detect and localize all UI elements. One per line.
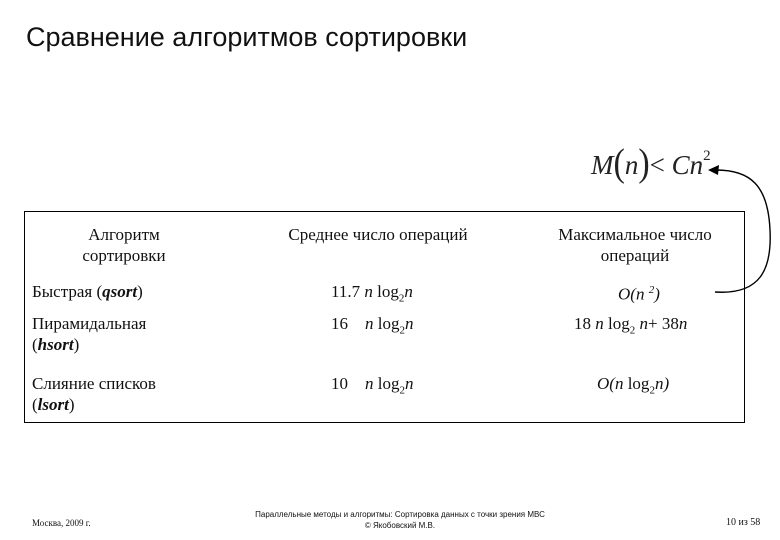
formula-cn: Cn: [671, 150, 704, 180]
row-hsort-avg-n2: n: [404, 314, 414, 333]
row-lsort-avg-sub: 2: [399, 384, 405, 397]
row-lsort-abbr: lsort: [37, 395, 69, 414]
row-qsort-avg-log: log: [377, 282, 399, 301]
row-qsort-max-end: ): [654, 284, 660, 304]
formula-close-paren: ): [638, 142, 650, 185]
row-hsort-name: [32, 313, 146, 355]
row-qsort-name-text: Быстрая (: [32, 282, 103, 301]
row-hsort-name-end: ): [73, 335, 80, 354]
row-lsort-name-line2: [32, 394, 156, 415]
header-algorithm-line1: Алгоритм: [88, 225, 160, 244]
row-hsort-name-line2: [32, 334, 146, 355]
row-hsort-avg-log: log: [377, 314, 400, 333]
formula-exponent: 2: [703, 148, 711, 164]
row-lsort-avg-coef: 10: [331, 374, 348, 393]
row-hsort-name-line1: Пирамидальная: [32, 314, 147, 333]
row-hsort-abbr: hsort: [37, 335, 74, 354]
footer-course-line2: © Якобовский М.В.: [364, 521, 436, 530]
formula-n: n: [624, 150, 639, 180]
row-qsort-name-end: ): [137, 282, 143, 301]
row-hsort-max-n2: n: [639, 314, 648, 333]
footer-course: [208, 509, 592, 531]
row-hsort-max-plus: + 38: [647, 314, 679, 333]
slide-title: Сравнение алгоритмов сортировки: [26, 22, 468, 52]
formula-m: M: [591, 150, 614, 180]
row-hsort-paren: (: [32, 335, 38, 354]
row-qsort-average: [331, 281, 413, 309]
row-qsort-abbr: qsort: [102, 282, 138, 301]
row-qsort-avg-sub: 2: [398, 292, 405, 305]
row-lsort-max-sub: 2: [649, 384, 655, 397]
row-lsort-avg-n2: n: [404, 374, 414, 393]
header-algorithm-line2: сортировки: [82, 246, 166, 265]
formula-open-paren: (: [613, 142, 625, 185]
row-qsort-max: [618, 280, 660, 305]
header-algorithm: [44, 224, 204, 266]
row-lsort-max-n2: n): [654, 374, 670, 393]
row-lsort-average: [331, 373, 413, 401]
row-lsort-avg-log: log: [377, 374, 400, 393]
row-hsort-avg-coef: 16: [331, 314, 348, 333]
row-lsort-name-end: ): [68, 395, 75, 414]
row-hsort-avg-sub: 2: [399, 324, 405, 337]
row-qsort-avg-n: n: [364, 282, 373, 301]
formula-less-than: <: [649, 150, 665, 180]
row-hsort-max-coef: 18: [574, 314, 591, 333]
row-hsort-max-n3: n: [678, 314, 688, 333]
row-qsort-avg-coef: 11.7: [331, 282, 361, 301]
row-hsort-max-n: n: [595, 314, 604, 333]
row-qsort-name: [32, 281, 143, 302]
page-number: 10 из 58: [726, 517, 761, 528]
footer-course-line1: Параллельные методы и алгоритмы: Сортировка данных с точки зрения МВС: [255, 510, 545, 519]
row-hsort-average: [331, 313, 413, 341]
row-hsort-max-log: log: [608, 314, 630, 333]
row-lsort-max-log: log: [627, 374, 650, 393]
row-hsort-max: [574, 313, 687, 341]
row-lsort-avg-n: n: [365, 374, 374, 393]
header-max-line1: Максимальное число: [558, 225, 712, 244]
row-hsort-avg-n: n: [365, 314, 374, 333]
header-max: [530, 224, 740, 266]
row-hsort-max-sub: 2: [629, 324, 636, 337]
row-lsort-name-line1: Слияние списков: [32, 374, 156, 393]
row-lsort-name: [32, 373, 156, 415]
row-qsort-max-text: O(n: [618, 284, 645, 304]
row-lsort-max: [597, 373, 669, 401]
header-average: Среднее число операций: [288, 225, 468, 244]
row-qsort-max-sup: 2: [648, 284, 655, 296]
row-lsort-paren: (: [32, 395, 38, 414]
footer-location: Москва, 2009 г.: [32, 518, 91, 528]
header-max-line2: операций: [600, 246, 670, 265]
curved-arrow-head: [708, 165, 719, 175]
row-qsort-avg-n2: n: [404, 282, 413, 301]
row-lsort-max-text: O(n: [597, 374, 624, 393]
